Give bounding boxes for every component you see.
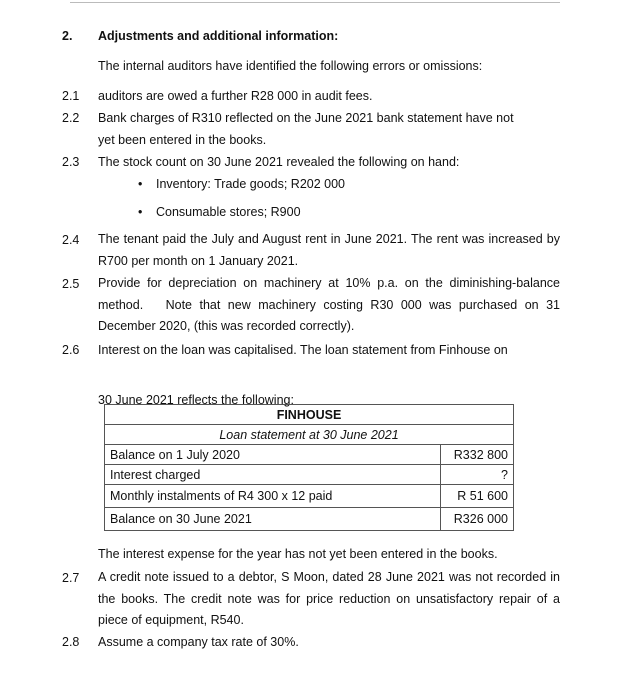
- row-amount: R326 000: [441, 508, 514, 531]
- item-number: 2.7: [62, 571, 80, 585]
- row-amount: R332 800: [441, 445, 514, 465]
- item-number: 2.5: [62, 277, 80, 291]
- bullet-text: Inventory: Trade goods; R202 000: [156, 177, 346, 191]
- section-intro: The internal auditors have identified the following errors or omissions:: [98, 59, 483, 73]
- row-amount: ?: [441, 465, 514, 485]
- bullet-icon: •: [138, 205, 143, 219]
- item-text: The stock count on 30 June 2021 revealed the following on hand:: [98, 155, 460, 169]
- item-text: Assume a company tax rate of 30%.: [98, 635, 299, 649]
- after-table-text: The interest expense for the year has not yet been entered in the books.: [98, 547, 498, 561]
- item-number: 2.6: [62, 343, 80, 357]
- section-title: Adjustments and additional information:: [98, 29, 339, 43]
- item-number: 2.4: [62, 233, 80, 247]
- row-label: Balance on 30 June 2021: [105, 508, 441, 531]
- row-amount: R 51 600: [441, 485, 514, 508]
- top-divider: [70, 2, 560, 3]
- row-label: Monthly instalments of R4 300 x 12 paid: [105, 485, 441, 508]
- item-number: 2.1: [62, 89, 80, 103]
- table-row: [105, 465, 514, 485]
- table-row: [105, 508, 514, 531]
- item-paragraph: A credit note issued to a debtor, S Moon, dated 28 June 2021 was not recorded in the books. The credit note was for price reduction on unsatisfactory repair of a piece of equipment, R540.: [98, 570, 560, 627]
- item-text: yet been entered in the books.: [98, 133, 267, 147]
- bullet-text: Consumable stores; R900: [156, 205, 301, 219]
- statement-subtitle: Loan statement at 30 June 2021: [105, 425, 514, 445]
- row-label: Balance on 1 July 2020: [105, 445, 441, 465]
- bullet-icon: •: [138, 177, 143, 191]
- item-number: 2.2: [62, 111, 80, 125]
- item-text: auditors are owed a further R28 000 in audit fees.: [98, 89, 373, 103]
- row-label: Interest charged: [105, 465, 441, 485]
- item-paragraph: Provide for depreciation on machinery at 10% p.a. on the diminishing-balance method. Note that new machinery costing R30 000 was purchased on 31 December 2020, (this was recorded correctly).: [98, 276, 560, 333]
- item-text: Interest on the loan was capitalised. The loan statement from Finhouse on: [98, 343, 508, 357]
- item-paragraph: The tenant paid the July and August rent in June 2021. The rent was increased by R700 per month on 1 January 2021.: [98, 232, 560, 268]
- table-row: [105, 445, 514, 465]
- loan-statement-table: [104, 404, 514, 531]
- table-intro: 30 June 2021 reflects the following:: [98, 393, 294, 407]
- item-number: 2.3: [62, 155, 80, 169]
- section-number: 2.: [62, 29, 73, 43]
- statement-title: FINHOUSE: [105, 405, 514, 425]
- item-number: 2.8: [62, 635, 80, 649]
- table-row: [105, 485, 514, 508]
- item-text: Bank charges of R310 reflected on the June 2021 bank statement have not: [98, 111, 514, 125]
